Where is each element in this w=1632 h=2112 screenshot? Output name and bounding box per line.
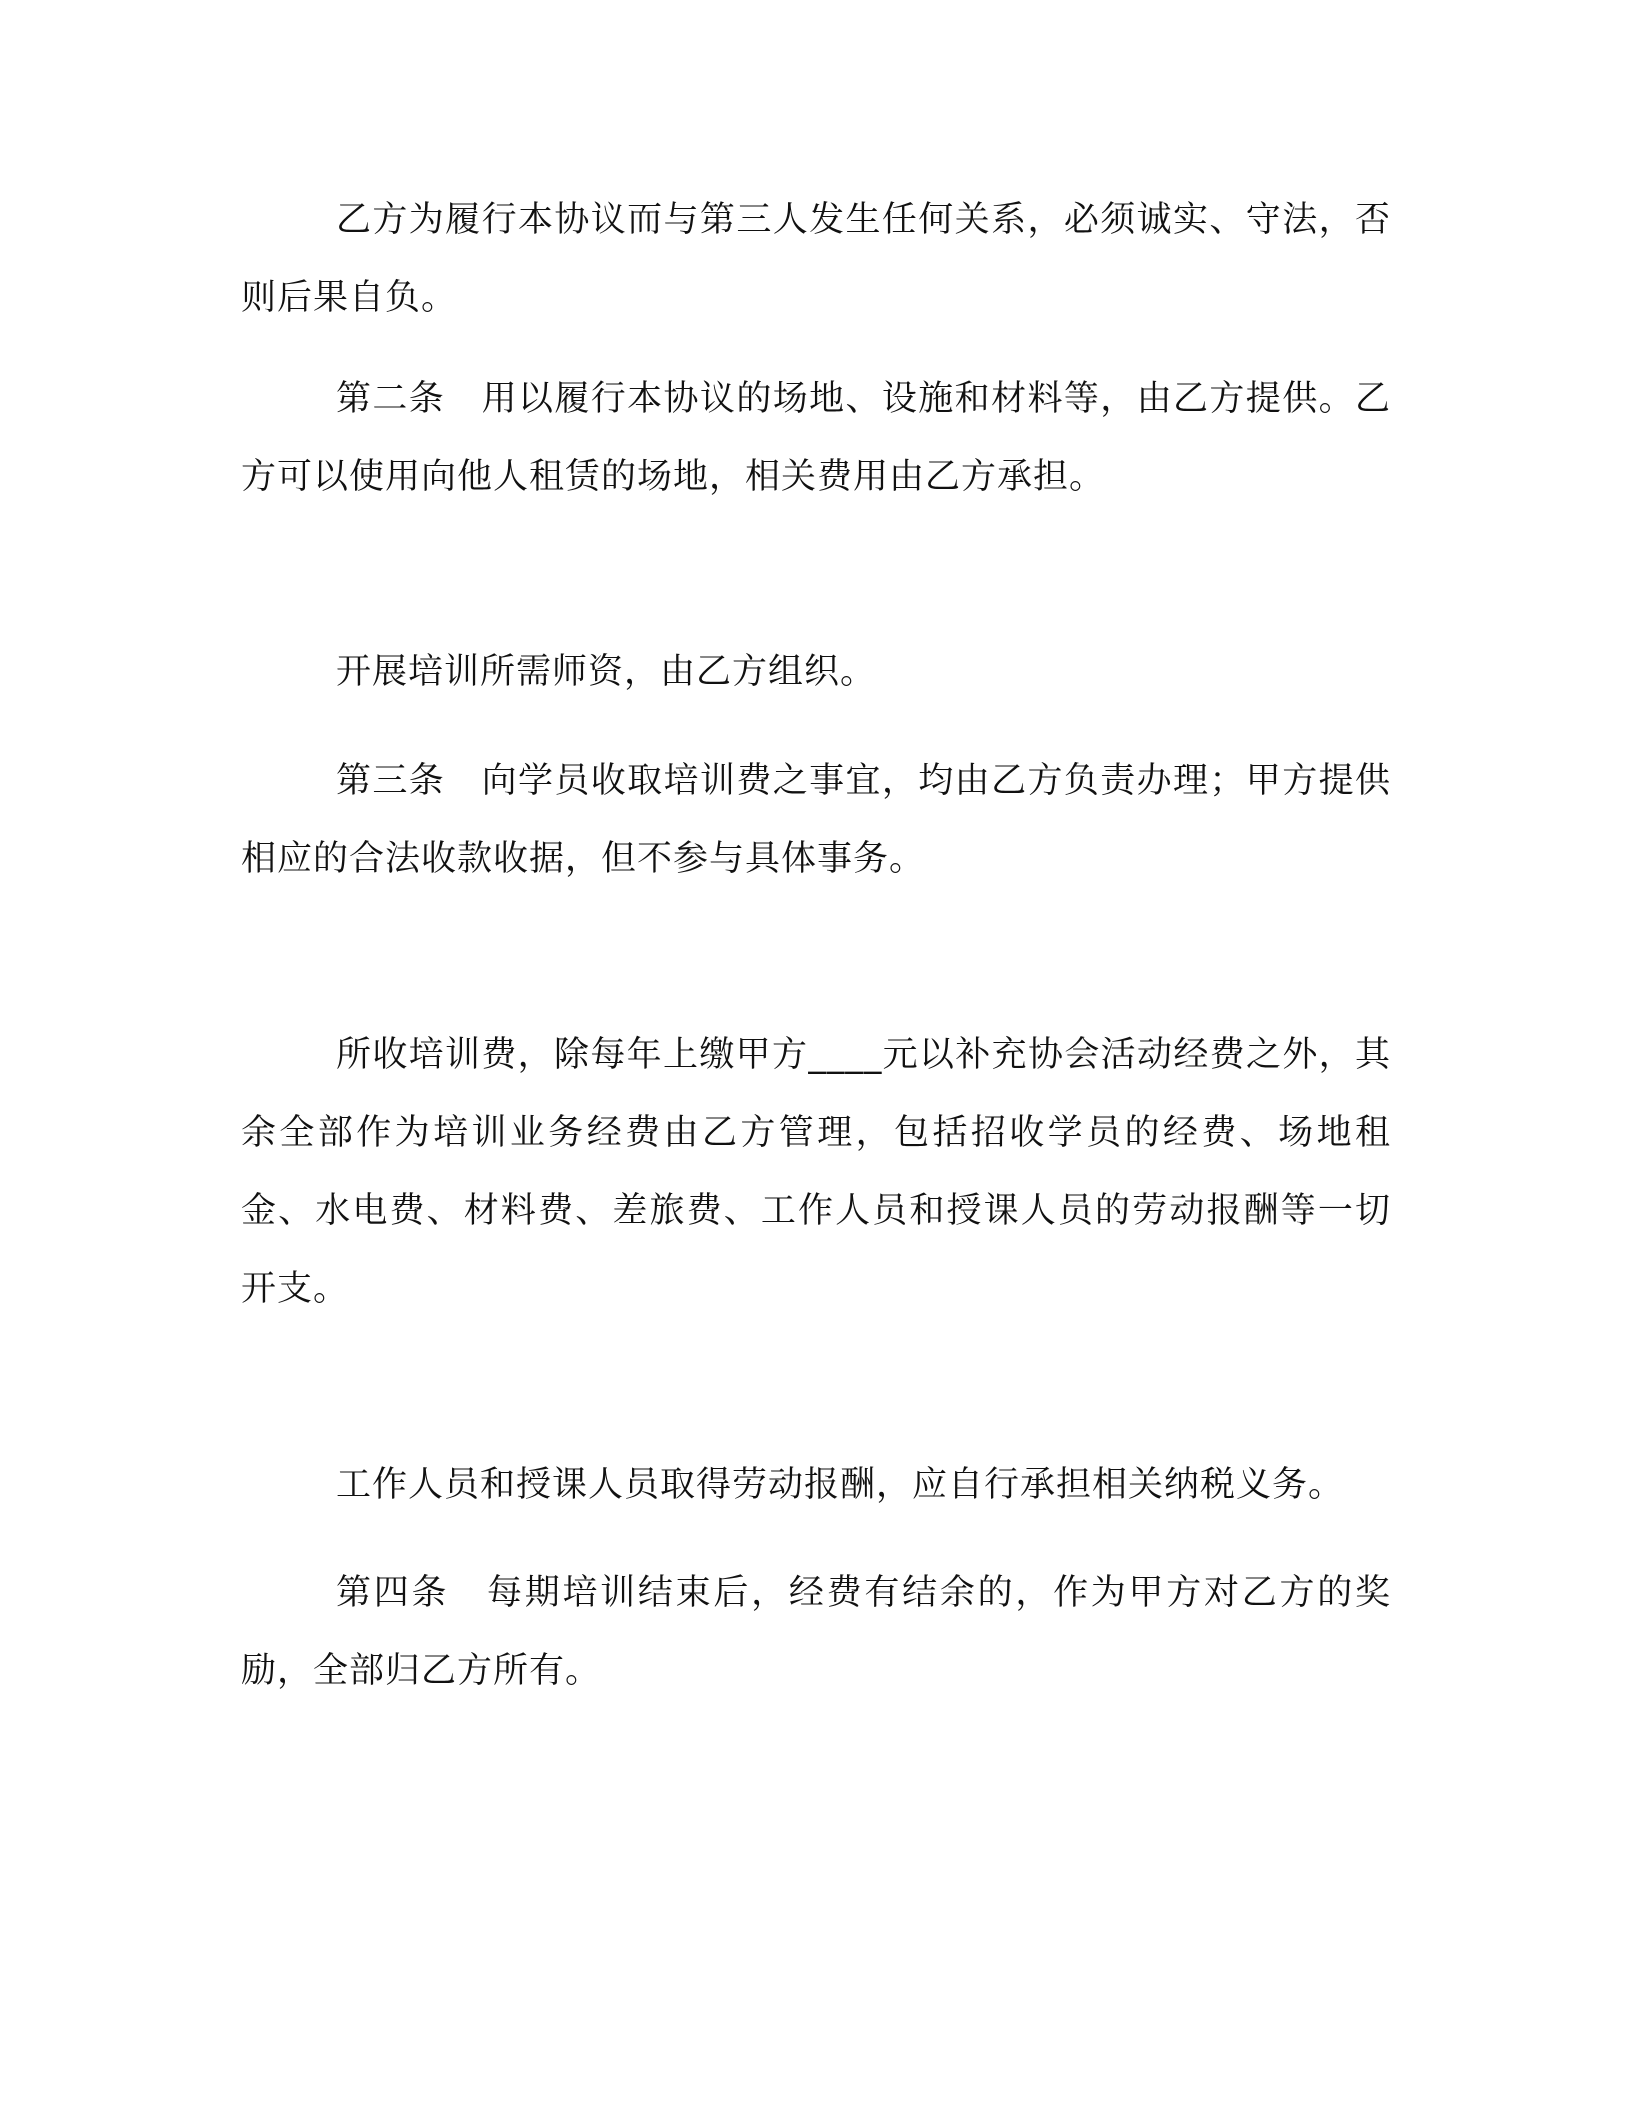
paragraph-tax-obligations: 工作人员和授课人员取得劳动报酬，应自行承担相关纳税义务。: [336, 1465, 1345, 1505]
paragraph-teaching-staff: 开展培训所需师资，由乙方组织。: [336, 652, 877, 692]
paragraph-article-4: 第四条 每期培训结束后，经费有结余的，作为甲方对乙方的奖励，全部归乙方所有。: [241, 1573, 1391, 1691]
paragraph-third-party-relations: 乙方为履行本协议而与第三人发生任何关系，必须诚实、守法，否则后果自负。: [241, 200, 1391, 318]
paragraph-article-3: 第三条 向学员收取培训费之事宜，均由乙方负责办理；甲方提供相应的合法收款收据，但不参与具体事务。: [241, 761, 1391, 879]
paragraph-article-2: 第二条 用以履行本协议的场地、设施和材料等，由乙方提供。乙方可以使用向他人租赁的场地，相关费用由乙方承担。: [241, 379, 1391, 497]
paragraph-training-fees: 所收培训费，除每年上缴甲方____元以补充协会活动经费之外，其余全部作为培训业务经费由乙方管理，包括招收学员的经费、场地租金、水电费、材料费、差旅费、工作人员和授课人员的劳动报酬等一切开支。: [241, 1035, 1391, 1309]
